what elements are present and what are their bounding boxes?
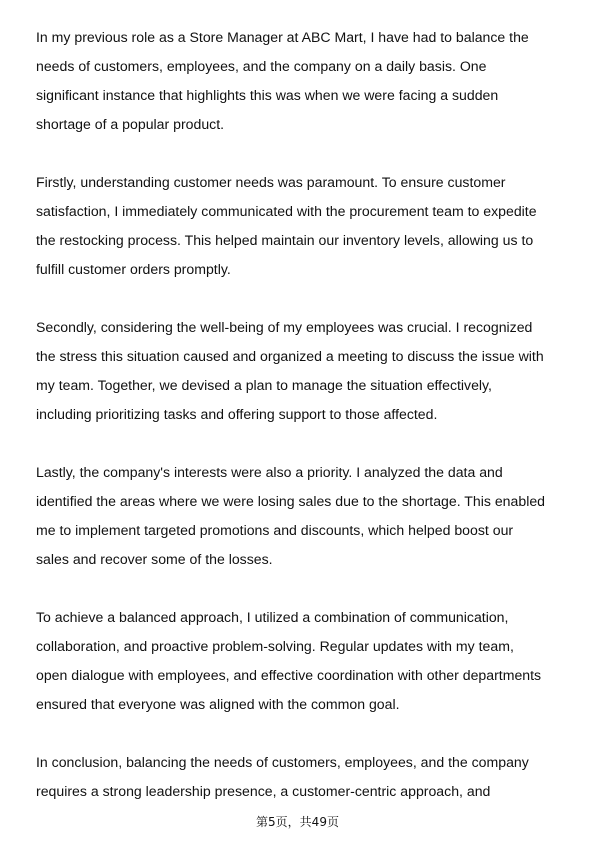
text-line: shortage of a popular product. [36, 116, 225, 132]
paragraph-introduction [36, 23, 562, 139]
text-line: me to implement targeted promotions and discounts, which helped boost our [36, 522, 514, 538]
text-line: requires a strong leadership presence, a customer-centric approach, and [36, 783, 491, 799]
text-line: needs of customers, employees, and the company on a daily basis. One [36, 58, 487, 74]
text-line: sales and recover some of the losses. [36, 551, 273, 567]
text-line: fulfill customer orders promptly. [36, 261, 231, 277]
paragraph-conclusion [36, 748, 562, 806]
text-line: To achieve a balanced approach, I utilized a combination of communication, [36, 609, 509, 625]
page-number-footer: 第5页，共49页 [256, 815, 339, 829]
text-line: Lastly, the company's interests were also a priority. I analyzed the data and [36, 464, 503, 480]
paragraph-balanced-approach [36, 603, 562, 719]
text-line: the restocking process. This helped maintain our inventory levels, allowing us to [36, 232, 534, 248]
paragraph-company-interests [36, 458, 562, 574]
text-line: significant instance that highlights this was when we were facing a sudden [36, 87, 499, 103]
document-body [36, 23, 562, 835]
paragraph-customer-needs [36, 168, 562, 284]
text-line: the stress this situation caused and organized a meeting to discuss the issue with [36, 348, 544, 364]
text-line: my team. Together, we devised a plan to manage the situation effectively, [36, 377, 492, 393]
text-line: satisfaction, I immediately communicated with the procurement team to expedite [36, 203, 537, 219]
paragraph-employee-wellbeing [36, 313, 562, 429]
text-line: Secondly, considering the well-being of my employees was crucial. I recognized [36, 319, 533, 335]
text-line: In conclusion, balancing the needs of customers, employees, and the company [36, 754, 529, 770]
text-line: Firstly, understanding customer needs was paramount. To ensure customer [36, 174, 506, 190]
text-line: In my previous role as a Store Manager at ABC Mart, I have had to balance the [36, 29, 529, 45]
text-line: open dialogue with employees, and effective coordination with other departments [36, 667, 542, 683]
text-line: ensured that everyone was aligned with the common goal. [36, 696, 400, 712]
text-line: collaboration, and proactive problem-solving. Regular updates with my team, [36, 638, 514, 654]
text-line: identified the areas where we were losing sales due to the shortage. This enabled [36, 493, 545, 509]
text-line: including prioritizing tasks and offering support to those affected. [36, 406, 438, 422]
